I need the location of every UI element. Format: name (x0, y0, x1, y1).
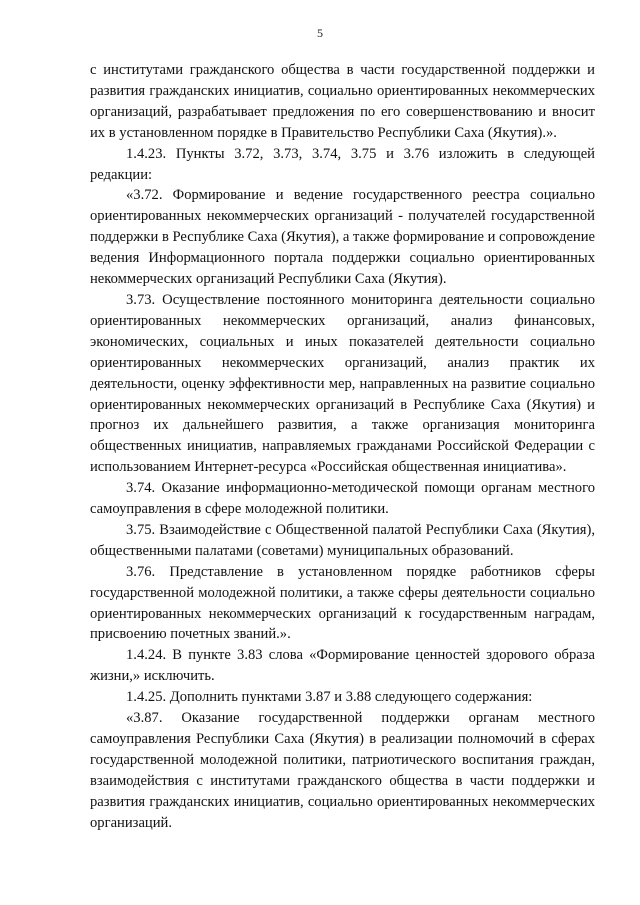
paragraph-3-74: 3.74. Оказание информационно-методической помощи органам местного самоуправления в сфере молодежной политики. (90, 480, 595, 518)
paragraph-3-72: «3.72. Формирование и ведение государственного реестра социально ориентированных некоммерческих организаций - получателей государственной поддержки в Республике Саха (Якутия), а также формирование и сопровождение ведения Информационного портала поддержки социально ориентированных некоммерческих организаций Республики Саха (Якутия). (90, 187, 596, 288)
paragraph-3-87: «3.87. Оказание государственной поддержки органам местного самоуправления Республики Саха (Якутия) в реализации полномочий в сферах государственной молодежной политики, патриотического воспитания граждан, взаимодействия с институтами гражданского общества в части поддержки и развития гражданских инициатив, социально ориентированных некоммерческих организаций. (90, 710, 595, 831)
paragraph-1-4-24: 1.4.24. В пункте 3.83 слова «Формирование ценностей здорового образа жизни,» исключить. (90, 647, 595, 685)
paragraph-3-76: 3.76. Представление в установленном порядке работников сферы государственной молодежной политики, а также сферы деятельности социально ориентированных некоммерческих организаций к государственным наградам, присвоению почетных званий.». (90, 563, 595, 643)
paragraph-1-4-25: 1.4.25. Дополнить пунктами 3.87 и 3.88 следующего содержания: (126, 689, 533, 706)
document-body (90, 60, 595, 834)
paragraph-3-73: 3.73. Осуществление постоянного мониторинга деятельности социально ориентированных некоммерческих организаций, анализ финансовых, экономических, социальных и иных показателей деятельности социально ориентированных некоммерческих организаций, анализ практик их деятельности, оценку эффективности мер, направленных на развитие социально ориентированных некоммерческих организаций в Республике Саха (Якутия) и прогноз их дальнейшего развития, а также организация мониторинга общественных инициатив, направляемых гражданами Российской Федерации с использованием Интернет-ресурса «Российская общественная инициатива». (90, 291, 595, 476)
page-number: 5 (317, 26, 323, 40)
paragraph-1-4-23: 1.4.23. Пункты 3.72, 3.73, 3.74, 3.75 и 3.76 изложить в следующей редакции: (90, 145, 595, 183)
paragraph-continuation: с институтами гражданского общества в части государственной поддержки и развития гражданских инициатив, социально ориентированных некоммерческих организаций, разрабатывает предложения по его совершенствованию и вносит их в установленном порядке в Правительство Республики Саха (Якутия).». (90, 62, 595, 141)
paragraph-3-75: 3.75. Взаимодействие с Общественной палатой Республики Саха (Якутия), общественными палатами (советами) муниципальных образований. (90, 521, 595, 559)
